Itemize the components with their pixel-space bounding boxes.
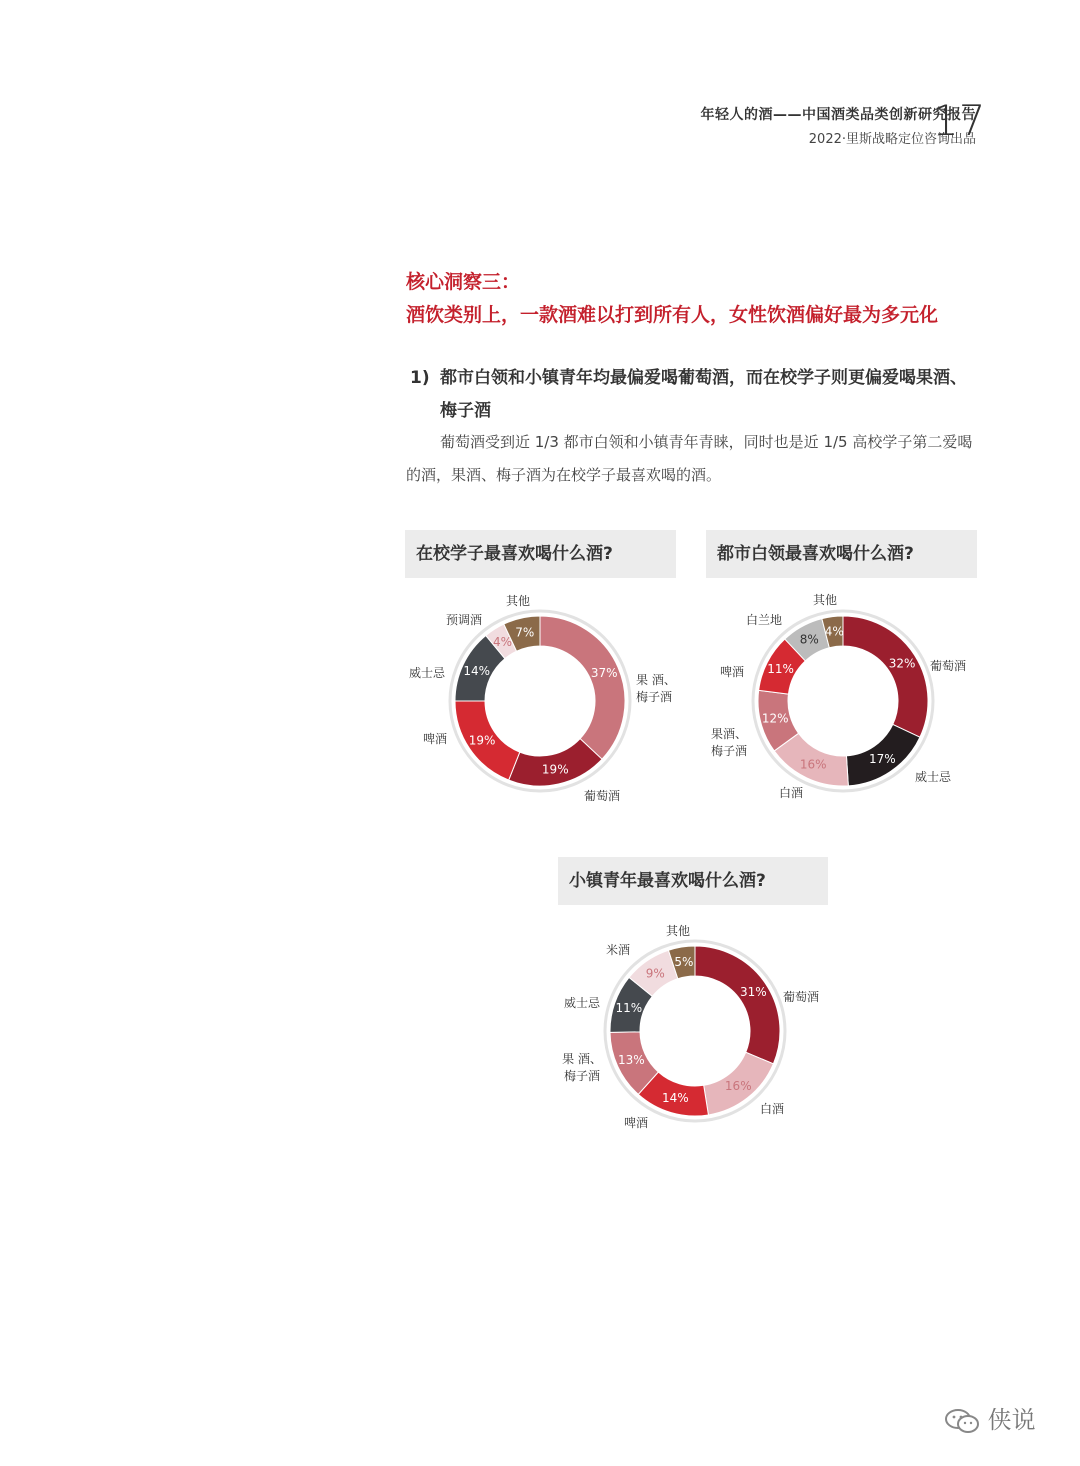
point-title — [410, 362, 990, 428]
slice-category-label: 白酒 — [760, 1102, 785, 1116]
slice-value-label: 14% — [661, 1091, 689, 1106]
slice-value-label: 32% — [888, 656, 916, 671]
slice-value-label: 17% — [869, 751, 896, 766]
slice-value-label: 31% — [739, 985, 767, 1000]
body-paragraph: 葡萄酒受到近 1/3 都市白领和小镇青年青睐，同时也是近 1/5 高校学子第二爱喝的酒，果酒、梅子酒为在校学子最喜欢喝的酒。 — [406, 433, 973, 484]
donut-slice — [695, 946, 780, 1064]
insight-heading — [406, 266, 938, 332]
slice-category-label: 葡萄酒 — [783, 990, 820, 1004]
donut-chart-small-town — [555, 918, 845, 1138]
slice-category-label: 威士忌 — [563, 996, 601, 1010]
slice-value-label: 37% — [590, 666, 618, 681]
slice-category-label: 啤酒 — [623, 1116, 649, 1130]
slice-value-label: 7% — [515, 625, 535, 640]
slice-category-label: 啤酒 — [422, 732, 448, 746]
point-title-line2: 梅子酒 — [440, 401, 491, 421]
slice-category-label: 果酒、梅子酒 — [710, 727, 748, 758]
point-number: 1) — [410, 368, 430, 388]
donut-chart-white-collar — [700, 588, 990, 808]
slice-category-label: 预调酒 — [445, 613, 483, 627]
slice-category-label: 果 酒、梅子酒 — [562, 1052, 602, 1083]
slice-category-label: 威士忌 — [408, 666, 446, 680]
slice-value-label: 9% — [645, 966, 665, 981]
point-title-line1: 都市白领和小镇青年均最偏爱喝葡萄酒，而在校学子则更偏爱喝果酒、 — [440, 368, 967, 388]
insight-label: 核心洞察三： — [406, 271, 521, 293]
slice-value-label: 19% — [541, 762, 569, 777]
chart-title-white-collar: 都市白领最喜欢喝什么酒? — [706, 530, 977, 578]
slice-category-label: 果 酒、梅子酒 — [636, 673, 676, 704]
slice-value-label: 13% — [617, 1053, 645, 1068]
donut-slice — [540, 616, 625, 759]
slice-value-label: 16% — [724, 1079, 752, 1094]
wechat-icon — [944, 1408, 980, 1434]
report-title: 年轻人的酒——中国酒类品类创新研究报告 — [700, 107, 976, 123]
slice-category-label: 葡萄酒 — [930, 659, 967, 673]
slice-category-label: 其他 — [505, 594, 531, 608]
insight-text: 酒饮类别上，一款酒难以打到所有人，女性饮酒偏好最为多元化 — [406, 304, 939, 326]
slice-value-label: 12% — [761, 711, 789, 726]
slice-value-label: 16% — [799, 757, 827, 772]
slice-category-label: 威士忌 — [915, 770, 952, 784]
chart-title-small-town: 小镇青年最喜欢喝什么酒? — [558, 857, 828, 905]
slice-value-label: 4% — [492, 634, 513, 649]
chart-title-students: 在校学子最喜欢喝什么酒? — [405, 530, 676, 578]
watermark — [944, 1400, 1036, 1435]
slice-value-label: 14% — [463, 664, 490, 679]
donut-chart-students — [400, 588, 690, 808]
slice-value-label: 19% — [468, 733, 496, 748]
slice-value-label: 5% — [674, 954, 694, 969]
page-number: 17 — [932, 96, 986, 145]
slice-category-label: 其他 — [665, 924, 691, 938]
slice-category-label: 其他 — [812, 593, 838, 607]
slice-value-label: 11% — [615, 1001, 643, 1016]
slice-category-label: 米酒 — [605, 943, 631, 957]
slice-value-label: 8% — [799, 632, 819, 647]
slice-value-label: 11% — [767, 662, 794, 677]
watermark-text: 侠说 — [987, 1406, 1036, 1434]
slice-category-label: 白兰地 — [745, 613, 783, 627]
slice-category-label: 葡萄酒 — [584, 789, 621, 803]
donut-slice — [843, 616, 928, 737]
slice-category-label: 啤酒 — [719, 665, 745, 679]
report-subtitle: 2022·里斯战略定位咨询出品 — [808, 132, 976, 147]
slice-value-label: 4% — [824, 624, 844, 639]
slice-category-label: 白酒 — [778, 786, 804, 800]
